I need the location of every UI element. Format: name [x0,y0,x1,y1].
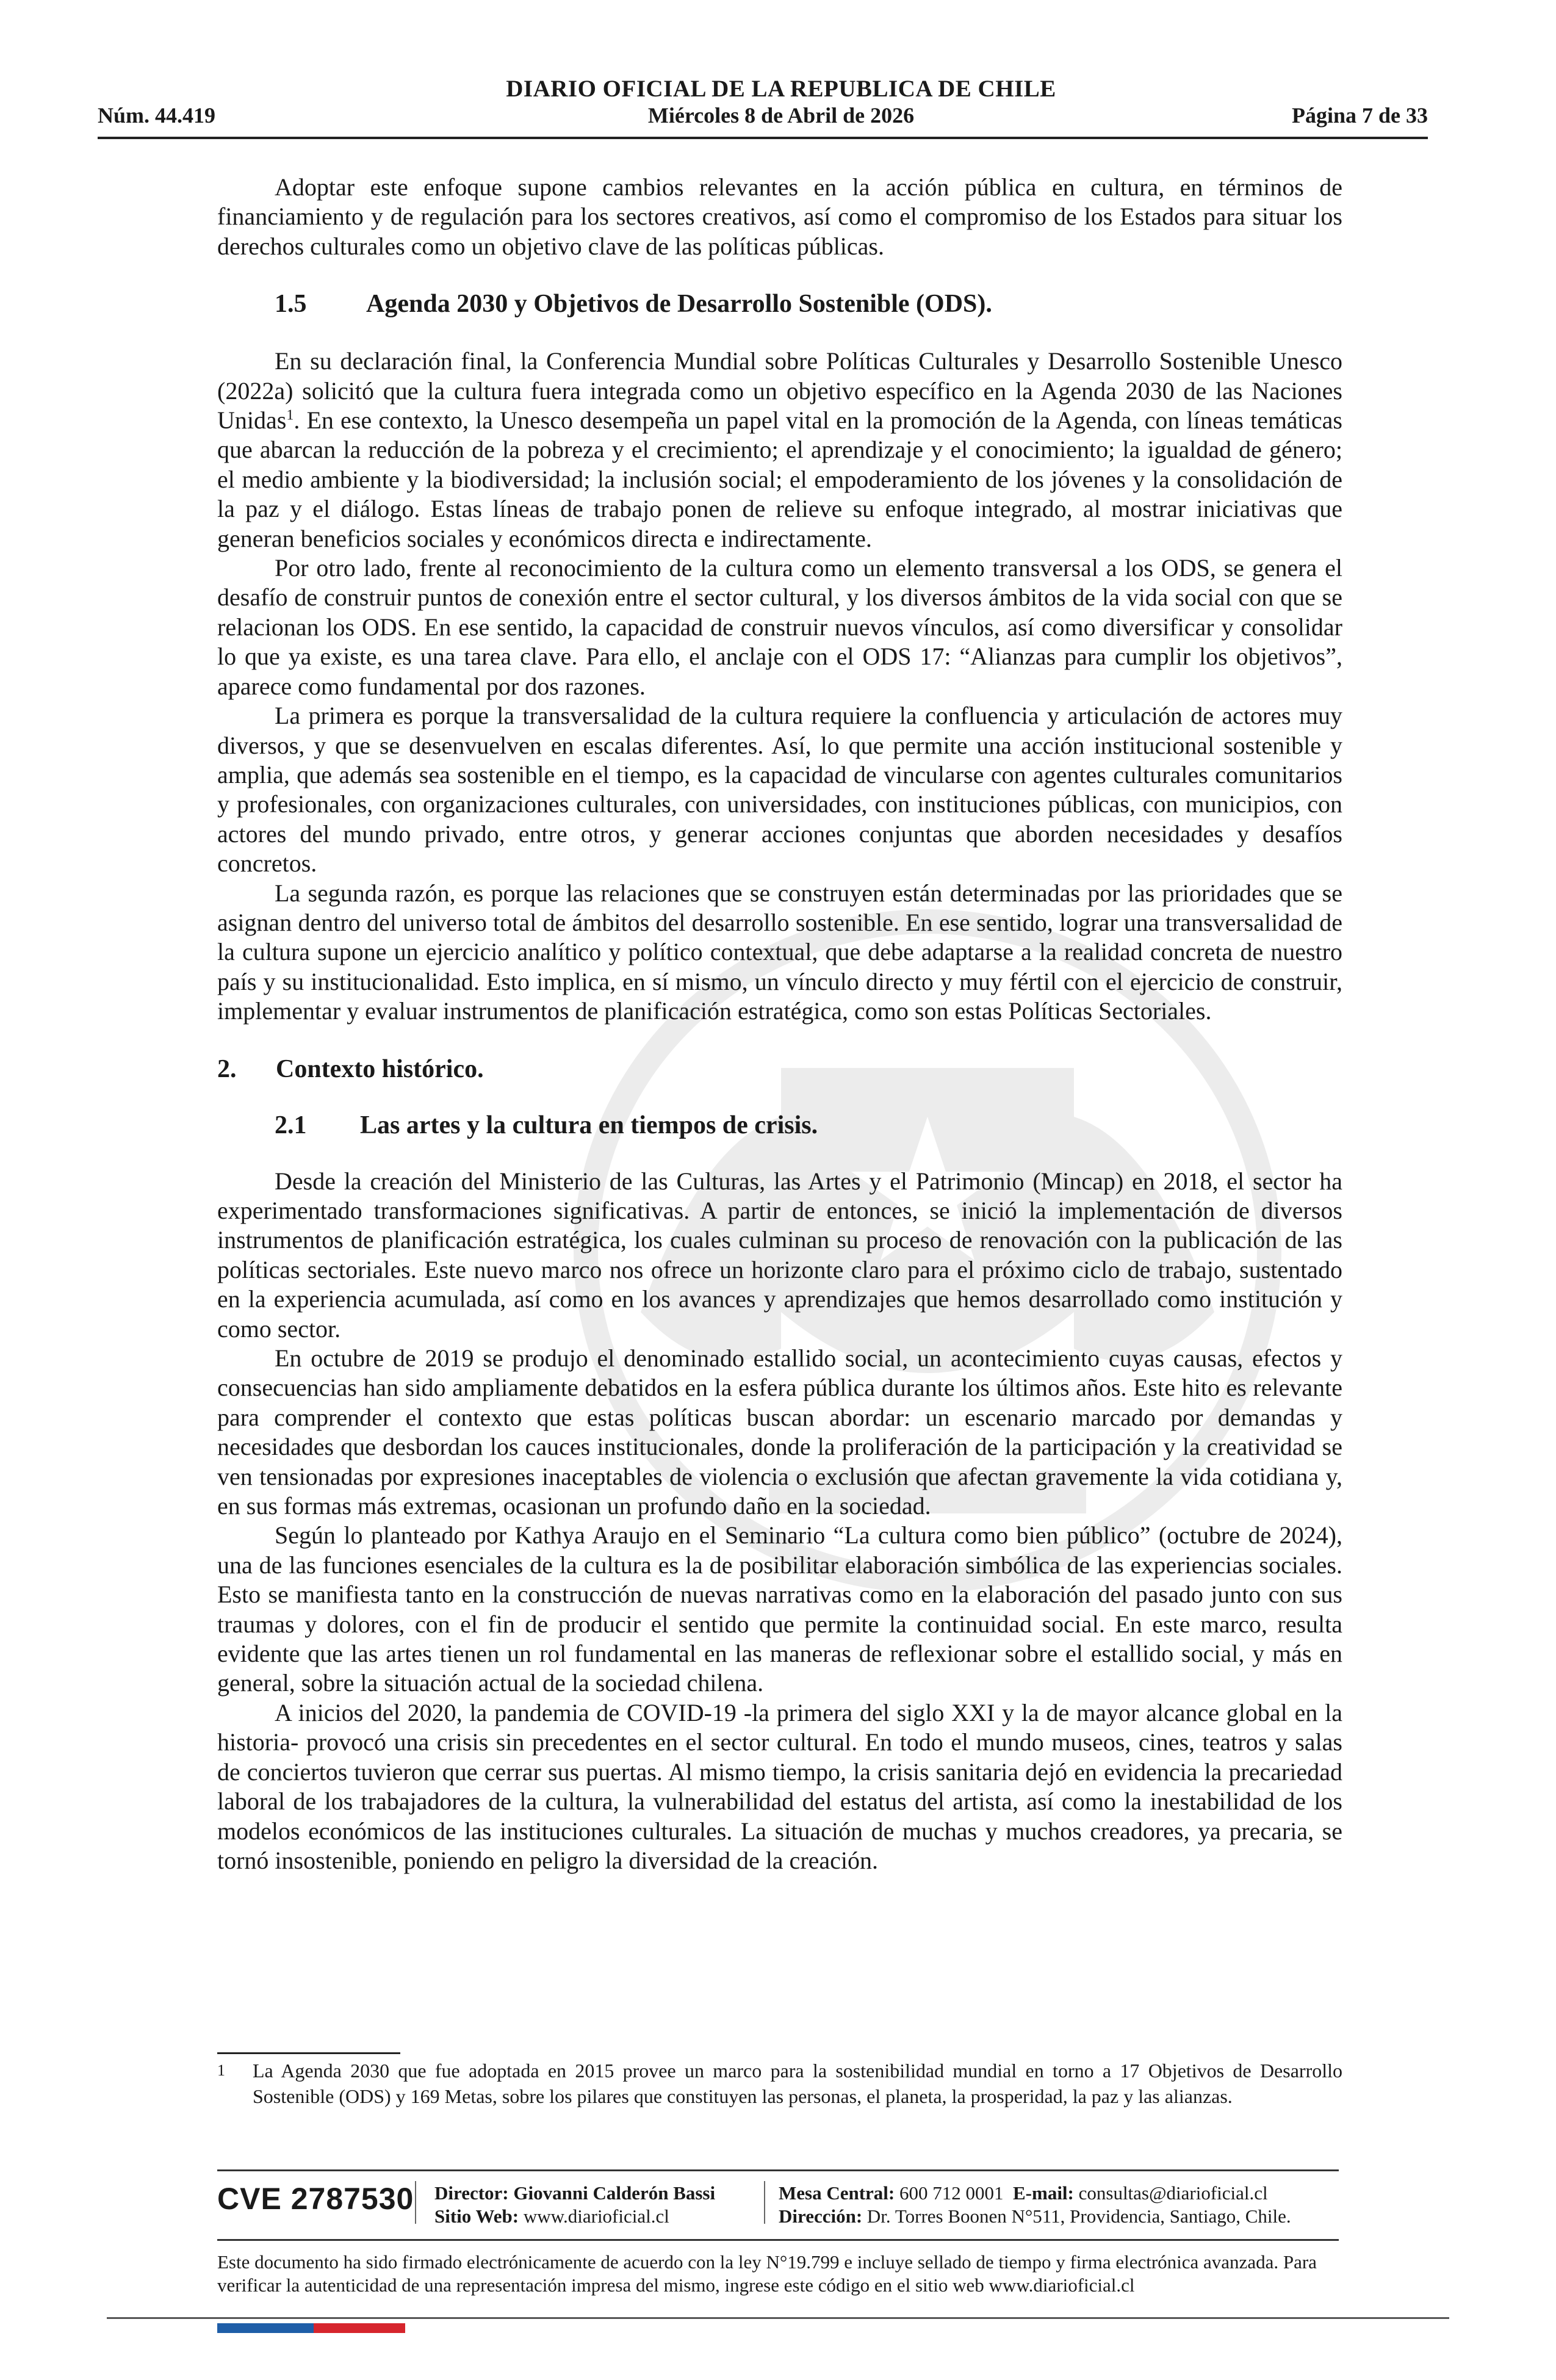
footer-divider-top [217,2169,1339,2171]
footer-divider-middle [217,2239,1339,2241]
document-body [217,173,1342,1875]
section-heading-2-1 [275,1111,1342,1140]
section-title: Contexto histórico. [276,1055,484,1083]
section-number: 2. [217,1055,237,1083]
page-number: Página 7 de 33 [1291,103,1428,128]
phone-value: 600 712 0001 [899,2182,1004,2204]
director-label: Director: [434,2182,509,2204]
footnote-reference: 1 [286,407,294,424]
email-label: E-mail: [1013,2182,1074,2204]
issue-date: Miércoles 8 de Abril de 2026 [647,103,915,128]
paragraph: Según lo planteado por Kathya Araujo en el Seminario “La cultura como bien público” (octubre de 2024), una de las funciones esenciales de la cultura es la de posibilitar elaboración simbólica de las experiencias sociales. Esto se manifiesta tanto en la construcción de nuevas narrativas como en la elaboración del pasado junto con sus traumas y dolores, con el fin de producir el sentido que permite la continuidad social. En este marco, resulta evidente que las artes tienen un rol fundamental en las maneras de reflexionar sobre el estallido social, y más en general, sobre la situación actual de la sociedad chilena. [217,1521,1342,1697]
paragraph: Por otro lado, frente al reconocimiento de la cultura como un elemento transversal a los ODS, se genera el desafío de construir puntos de conexión entre el sector cultural, y los diversos ámbitos de la vida social con que se relacionan los ODS. En ese sentido, la capacidad de construir nuevos vínculos, así como diversificar y consolidar lo que ya existe, es una tarea clave. Para ello, el anclaje con el ODS 17: “Alianzas para cumplir los objetivos”, aparece como fundamental por dos razones. [217,554,1342,700]
paragraph: Desde la creación del Ministerio de las Culturas, las Artes y el Patrimonio (Mincap) en 2018, el sector ha experimentado transformaciones significativas. A partir de entonces, se inició la implementación de diversos instrumentos de planificación estratégica, los cuales culminan su proceso de renovación con la publicación de las políticas sectoriales. Este nuevo marco nos ofrece un horizonte claro para el próximo ciclo de trabajo, sustentado en la experiencia acumulada, así como en los avances y aprendizajes que hemos desarrollado como institución y como sector. [217,1167,1342,1343]
footnote-mark: 1 [217,2061,225,2079]
footer-separator [764,2181,765,2224]
masthead [342,76,1220,128]
email-link[interactable]: consultas@diarioficial.cl [1078,2182,1268,2204]
section-number: 1.5 [275,290,307,319]
section-title: Agenda 2030 y Objetivos de Desarrollo Sostenible (ODS). [366,290,992,319]
address-label: Dirección: [779,2205,863,2227]
footer-contact-info [779,2182,1291,2228]
paragraph-text: En su declaración final, la Conferencia Mundial sobre Políticas Culturales y Desarrollo Sostenible Unesco (2022a) solicitó que la cultura fuera integrada como un objetivo específico en la Agenda 2030 de las Naciones Unidas [217,347,1342,435]
phone-label: Mesa Central: [779,2182,895,2204]
website-label: Sitio Web: [434,2205,519,2227]
header-divider [98,137,1428,139]
cve-code: CVE 2787530 [217,2182,414,2216]
address-value: Dr. Torres Boonen N°511, Providencia, Santiago, Chile. [866,2205,1291,2227]
footnote [217,2058,1342,2109]
footnote-text: La Agenda 2030 que fue adoptada en 2015 provee un marco para la sostenibilidad mundial en torno a 17 Objetivos de Desarrollo Sostenible (ODS) y 169 Metas, sobre los pilares que constituyen las personas, el planeta, la prosperidad, la paz y las alianzas. [253,2060,1342,2107]
intro-paragraph: Adoptar este enfoque supone cambios relevantes en la acción pública en cultura, en términos de financiamiento y de regulación para los sectores creativos, así como el compromiso de los Estados para situar los derechos culturales como un objetivo clave de las políticas públicas. [217,173,1342,260]
director-name: Giovanni Calderón Bassi [513,2182,716,2204]
footnote-divider [217,2052,400,2054]
masthead-title: DIARIO OFICIAL DE LA REPUBLICA DE CHILE [506,76,1056,102]
section-heading-1-5 [275,289,1342,319]
footer-publisher-info [434,2182,715,2228]
footer-divider-bottom [107,2317,1449,2319]
paragraph-text: . En ese contexto, la Unesco desempeña un papel vital en la promoción de la Agenda, con líneas temáticas que abarcan la reducción de la pobreza y el crecimiento; el aprendizaje y el conocimiento; la igualdad de género; el medio ambiente y la biodiversidad; la inclusión social; el empoderamiento de los jóvenes y la consolidación de la paz y el diálogo. Estas líneas de trabajo ponen de relieve su enfoque integrado, al mostrar iniciativas que generan beneficios sociales y económicos directa e indirectamente. [217,406,1342,552]
paragraph: La primera es porque la transversalidad de la cultura requiere la confluencia y articulación de actores muy diversos, y que se desenvuelven en escalas diferentes. Así, lo que permite una acción institucional sostenible y amplia, que además sea sostenible en el tiempo, es la capacidad de vincularse con agentes culturales comunitarios y profesionales, con organizaciones culturales, con universidades, con instituciones públicas, con municipios, con actores del mundo privado, entre otros, y generar acciones conjuntas que aborden necesidades y desafíos concretos. [217,702,1342,878]
paragraph: A inicios del 2020, la pandemia de COVID-19 -la primera del siglo XXI y la de mayor alcance global en la historia- provocó una crisis sin precedentes en el sector cultural. En todo el mundo museos, cines, teatros y salas de conciertos tuvieron que cerrar sus puertas. Al mismo tiempo, la crisis sanitaria dejó en evidencia la precariedad laboral de los trabajadores de la cultura, la vulnerabilidad del estatus del artista, así como la inestabilidad de los modelos económicos de las instituciones culturales. La situación de muchas y muchos creadores, ya precaria, se tornó insostenible, poniendo en peligro la diversidad de la creación. [217,1698,1342,1874]
section-heading-2 [217,1055,1342,1084]
website-link[interactable]: www.diarioficial.cl [523,2205,669,2227]
paragraph: La segunda razón, es porque las relaciones que se construyen están determinadas por las prioridades que se asignan dentro del universo total de ámbitos del desarrollo sostenible. En ese sentido, lograr una transversalidad de la cultura supone un ejercicio analítico y político contextual, que debe adaptarse a la realidad concreta de nuestro país y su institucionalidad. Esto implica, en sí mismo, un vínculo directo y muy fértil con el ejercicio de construir, implementar y evaluar instrumentos de planificación estratégica, como son estas Políticas Sectoriales. [217,879,1342,1025]
flag-stripe-red [314,2323,405,2333]
electronic-signature-note: Este documento ha sido firmado electrónicamente de acuerdo con la ley N°19.799 e incluye sellado de tiempo y firma electrónica avanzada. Para verificar la autenticidad de una representación impresa del mismo, ingrese este código en el sitio web www.diarioficial.cl [217,2251,1317,2296]
section-title: Las artes y la cultura en tiempos de crisis. [360,1111,818,1139]
footer-separator [415,2181,416,2224]
section-number: 2.1 [275,1111,307,1139]
issue-number: Núm. 44.419 [98,103,216,128]
flag-stripe-blue [217,2323,314,2333]
paragraph: En octubre de 2019 se produjo el denominado estallido social, un acontecimiento cuyas causas, efectos y consecuencias han sido ampliamente debatidos en la esfera pública durante los últimos años. Este hito es relevante para comprender el contexto que estas políticas buscan abordar: un escenario marcado por demandas y necesidades que desbordan los cauces institucionales, donde la proliferación de la participación y la creatividad se ven tensionadas por expresiones inaceptables de violencia o exclusión que afectan gravemente la vida cotidiana y, en sus formas más extremas, ocasionan un profundo daño en la sociedad. [217,1344,1342,1520]
paragraph [217,347,1342,554]
